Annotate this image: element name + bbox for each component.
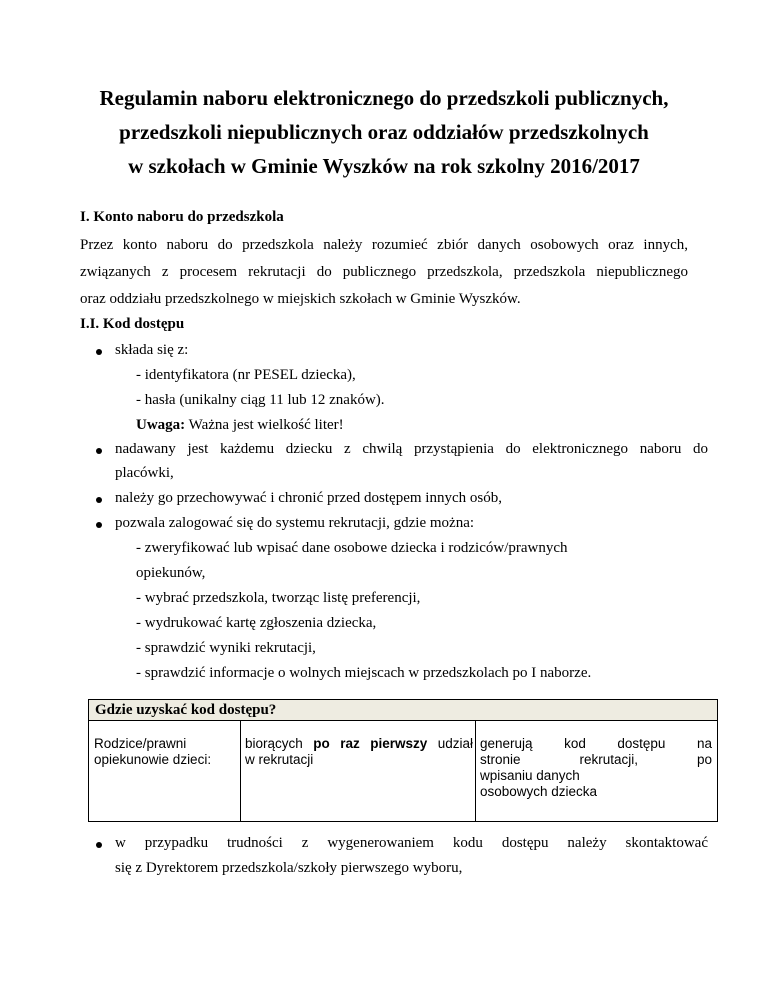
section-1-paragraph-line-3: oraz oddziału przedszkolnego w miejskich szkołach w Gminie Wyszków. — [80, 291, 521, 307]
note-label: Uwaga: — [136, 417, 186, 433]
bullet-2-line-2: placówki, — [115, 465, 174, 481]
bullet-icon — [96, 522, 102, 528]
bullet-4-item-4: - sprawdzić wyniki rekrutacji, — [136, 640, 316, 656]
bullet-1-text: składa się z: — [115, 342, 189, 358]
table-cell-condition — [245, 736, 473, 768]
table-cell-parents — [94, 736, 234, 768]
table-header-text: Gdzie uzyskać kod dostępu? — [95, 702, 277, 718]
bullet-4-item-3: - wydrukować kartę zgłoszenia dziecka, — [136, 615, 377, 631]
table-cell-text: wpisaniu danych — [480, 768, 580, 783]
section-2-heading: I.I. Kod dostępu — [80, 316, 185, 332]
bullet-4-item-5: - sprawdzić informacje o wolnych miejscach w przedszkolach po I naborze. — [136, 665, 592, 681]
bullet-icon — [96, 448, 102, 454]
table-cell-text: opiekunowie dzieci: — [94, 752, 212, 767]
bullet-2-line-1: nadawany jest każdemu dziecku z chwilą przystąpienia do elektronicznego naboru do — [115, 441, 708, 457]
bullet-icon — [96, 842, 102, 848]
table-cell-text: osobowych dziecka — [480, 784, 598, 799]
bullet-1-note — [136, 417, 344, 434]
bullet-5-line-1: w przypadku trudności z wygenerowaniem kodu dostępu należy skontaktować — [115, 835, 708, 851]
table-cell-text: stronie rekrutacji, po — [480, 752, 712, 767]
document-title-line-2: przedszkoli niepublicznych oraz oddziałów przedszkolnych — [119, 120, 649, 144]
section-1-paragraph-line-1: Przez konto naboru do przedszkola należy rozumieć zbiór danych osobowych oraz innych, — [80, 237, 688, 253]
bullet-4-text: pozwala zalogować się do systemu rekrutacji, gdzie można: — [115, 515, 475, 531]
bullet-icon — [96, 349, 102, 355]
table-cell-text: Rodzice/prawni — [94, 736, 187, 751]
bullet-4-item-1: - zweryfikować lub wpisać dane osobowe dziecka i rodziców/prawnych — [136, 540, 568, 556]
table-cell-text: w rekrutacji — [245, 752, 314, 767]
document-title-line-3: w szkołach w Gminie Wyszków na rok szkolny 2016/2017 — [128, 154, 640, 178]
bullet-4-item-1-cont: opiekunów, — [136, 565, 206, 581]
bullet-5-line-2: się z Dyrektorem przedszkola/szkoły pierwszego wyboru, — [115, 860, 463, 876]
bullet-4-item-2: - wybrać przedszkola, tworząc listę preferencji, — [136, 590, 421, 606]
table-divider — [240, 721, 241, 821]
bullet-3-text: należy go przechowywać i chronić przed dostępem innych osób, — [115, 490, 502, 506]
bullet-1-sub-2: - hasła (unikalny ciąg 11 lub 12 znaków). — [136, 392, 385, 408]
access-code-table — [88, 699, 718, 822]
table-header — [89, 700, 717, 721]
section-1-paragraph-line-2: związanych z procesem rekrutacji do publicznego przedszkola, przedszkola niepublicznego — [80, 264, 688, 280]
section-1-heading: I. Konto naboru do przedszkola — [80, 209, 284, 225]
document-title-line-1: Regulamin naboru elektronicznego do przedszkoli publicznych, — [99, 86, 669, 110]
table-cell-action — [480, 736, 712, 800]
note-text: Ważna jest wielkość liter! — [185, 417, 344, 433]
bullet-icon — [96, 497, 102, 503]
bullet-1-sub-1: - identyfikatora (nr PESEL dziecka), — [136, 367, 356, 383]
table-divider — [475, 721, 476, 821]
table-cell-text: generują kod dostępu na — [480, 736, 712, 751]
table-cell-text: biorących po raz pierwszy udział — [245, 736, 473, 751]
